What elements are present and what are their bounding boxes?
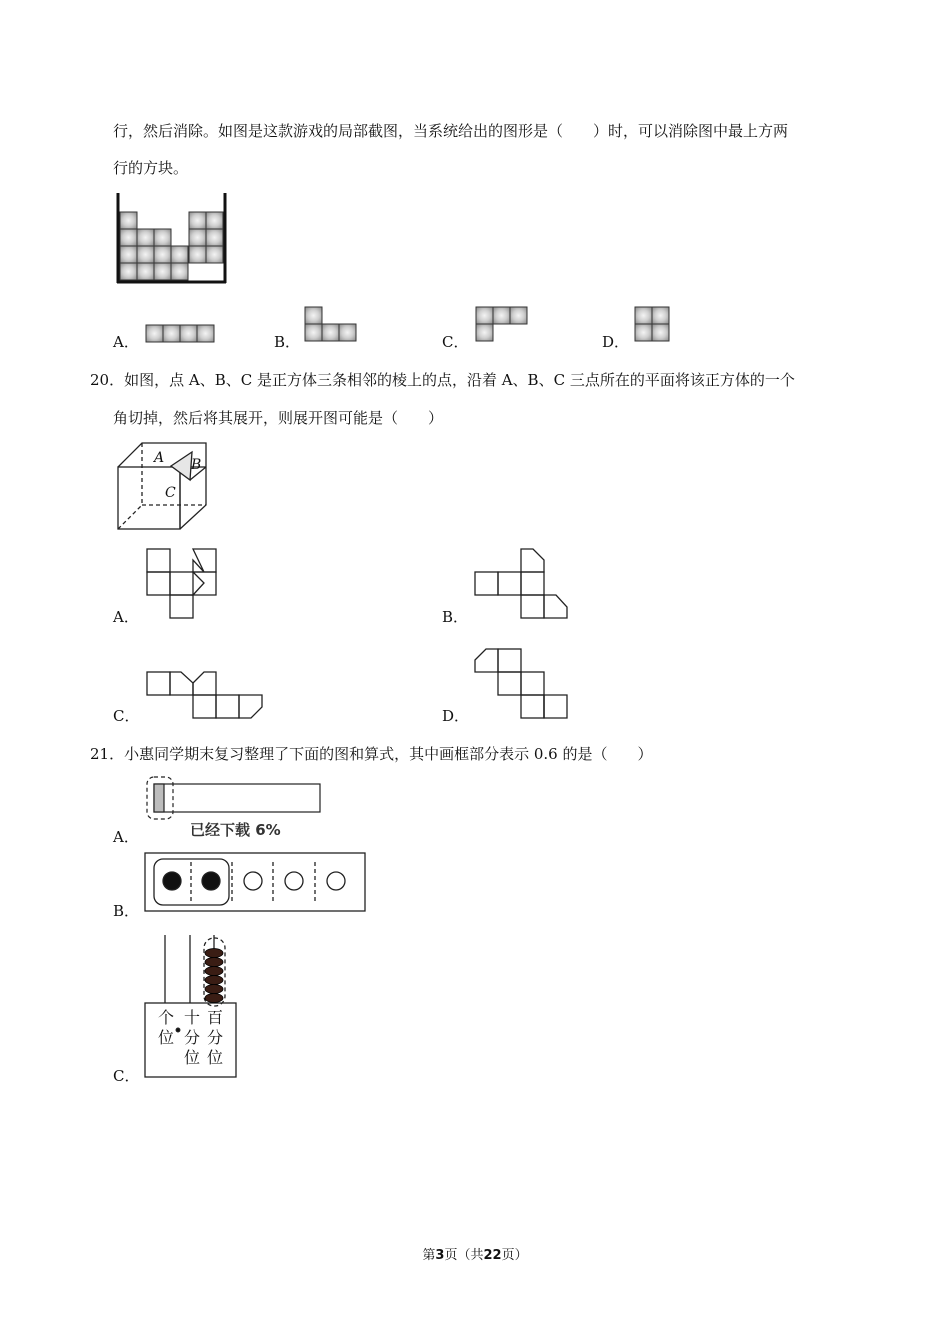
abacus-label-ge-wei: 位 bbox=[158, 1028, 175, 1047]
q19-option-c-label[interactable]: C． bbox=[442, 333, 469, 351]
abacus-label-shi: 十 bbox=[184, 1008, 201, 1027]
abacus-label-bai: 百 bbox=[207, 1008, 224, 1027]
q20-text-line2: 角切掉，然后将其展开，则展开图可能是（ ） bbox=[113, 409, 444, 427]
q20-option-b-net bbox=[475, 549, 567, 618]
q19-text-line1: 行，然后消除。如图是这款游戏的局部截图，当系统给出的图形是（ ）时，可以消除图中最上方两 bbox=[113, 122, 789, 140]
q20-option-b-label[interactable]: B． bbox=[442, 608, 469, 626]
download-progress-bar bbox=[147, 777, 320, 819]
q20-option-a-label[interactable]: A． bbox=[113, 608, 139, 626]
q19-option-c-shape bbox=[476, 307, 527, 341]
q20-option-d-net bbox=[475, 649, 567, 718]
abacus-label-shi-wei: 位 bbox=[184, 1048, 201, 1067]
abacus-label-ge: 个 bbox=[158, 1008, 175, 1027]
footer-total-pages: 22 bbox=[483, 1248, 502, 1263]
download-progress-text: 已经下载 6% bbox=[190, 821, 281, 839]
q20-option-a-net bbox=[147, 549, 216, 618]
q20-option-d-label[interactable]: D． bbox=[442, 707, 470, 725]
abacus-label-bai-fen: 分 bbox=[207, 1028, 224, 1047]
q19-text-line2: 行的方块。 bbox=[113, 159, 189, 177]
footer-page-number: 3 bbox=[435, 1248, 445, 1263]
q19-option-b-label[interactable]: B． bbox=[274, 333, 301, 351]
q21-text-line1: 21．小惠同学期末复习整理了下面的图和算式，其中画框部分表示 0.6 的是（ ） bbox=[90, 745, 653, 763]
q19-option-b-shape bbox=[305, 307, 356, 341]
cube-point-b: B bbox=[191, 457, 202, 473]
footer-suffix: 页） bbox=[501, 1248, 528, 1263]
q19-option-a-shape bbox=[146, 325, 214, 342]
q19-option-d-label[interactable]: D． bbox=[602, 333, 630, 351]
abacus-label-bai-wei: 位 bbox=[207, 1048, 224, 1067]
dots-box bbox=[145, 853, 365, 911]
q20-text-line1: 20．如图，点 A、B、C 是正方体三条相邻的棱上的点，沿着 A、B、C 三点所在的平面将该正方体的一个 bbox=[90, 371, 795, 389]
q19-option-d-shape bbox=[635, 307, 669, 341]
footer-prefix: 第 bbox=[422, 1248, 436, 1263]
footer-middle: 页（共 bbox=[444, 1248, 484, 1263]
cube-point-c: C bbox=[165, 485, 176, 501]
q21-option-a-label[interactable]: A． bbox=[113, 828, 139, 846]
q21-option-b-label[interactable]: B． bbox=[113, 902, 140, 920]
page-footer bbox=[0, 1244, 950, 1263]
abacus-label-shi-fen: 分 bbox=[184, 1028, 201, 1047]
q20-option-c-label[interactable]: C． bbox=[113, 707, 140, 725]
cube-point-a: A bbox=[154, 450, 165, 466]
tetris-board bbox=[117, 193, 226, 283]
q20-option-c-net bbox=[147, 672, 262, 718]
q21-option-c-label[interactable]: C． bbox=[113, 1067, 140, 1085]
q19-option-a-label[interactable]: A． bbox=[113, 333, 139, 351]
